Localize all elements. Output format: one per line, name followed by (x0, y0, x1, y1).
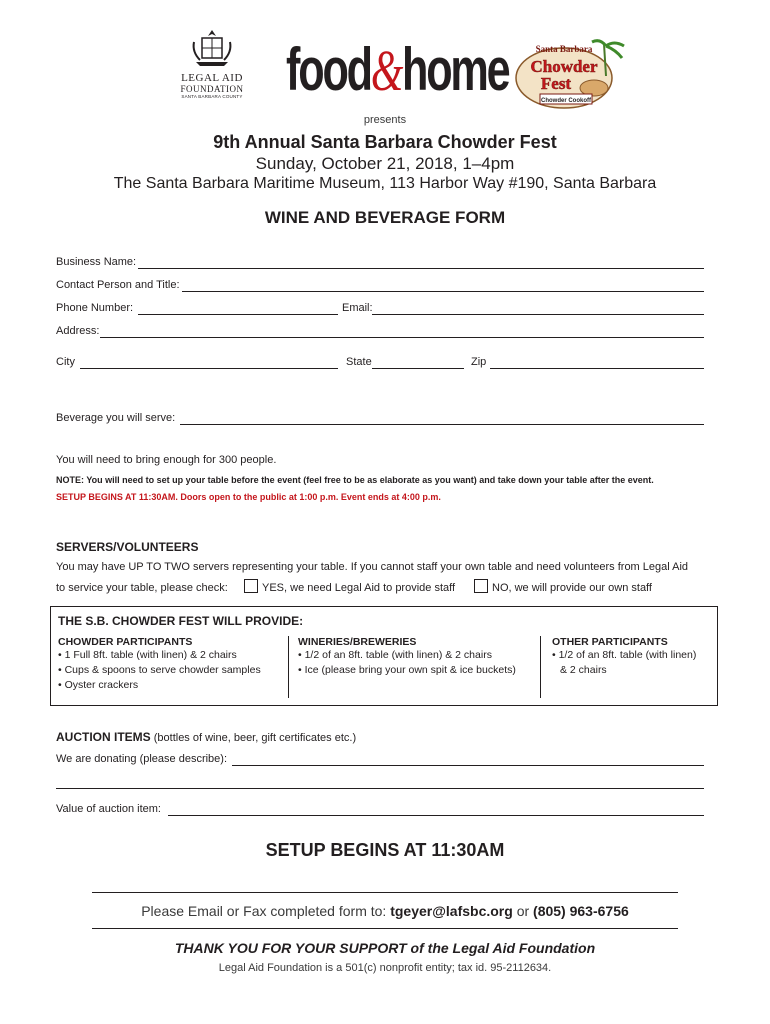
home-word: home (401, 36, 509, 103)
tax-id-text: Legal Aid Foundation is a 501(c) nonprofit entity; tax id. 95-2112634. (218, 962, 552, 974)
zip-label: Zip (471, 356, 487, 368)
city-label: City (56, 356, 75, 368)
provide-col-other (552, 636, 696, 678)
donating-label: We are donating (please describe): (56, 753, 228, 765)
legal-aid-line2: FOUNDATION (180, 84, 244, 94)
no-checkbox[interactable] (474, 579, 488, 593)
auction-value-label: Value of auction item: (56, 803, 161, 815)
business-name-label: Business Name: (56, 256, 137, 268)
crest-icon (190, 28, 234, 68)
setup-note: NOTE: You will need to set up your table before the event (feel free to be as elaborate as you want) and take down your table after the event. (56, 475, 654, 485)
servers-line1: You may have UP TO TWO servers representing your table. If you cannot staff your own table and need volunteers from Legal Aid (56, 561, 689, 573)
provide-heading: THE S.B. CHOWDER FEST WILL PROVIDE: (58, 614, 304, 628)
contact-fax: (805) 963-6756 (533, 903, 629, 919)
provide-divider-1 (288, 636, 289, 698)
event-venue: The Santa Barbara Maritime Museum, 113 Harbor Way #190, Santa Barbara (113, 175, 657, 192)
food-word: food (286, 36, 371, 103)
legal-aid-line1: LEGAL AID (181, 72, 243, 84)
provide-col-title: CHOWDER PARTICIPANTS (58, 636, 193, 648)
state-line[interactable] (372, 368, 464, 369)
state-label: State (346, 356, 372, 368)
auction-heading-note: (bottles of wine, beer, gift certificates etc.) (153, 732, 357, 744)
donating-line-2[interactable] (56, 788, 704, 789)
thanks-text: THANK YOU FOR YOUR SUPPORT of the Legal Aid Foundation (174, 940, 596, 956)
provide-divider-2 (540, 636, 541, 698)
setup-times-note: SETUP BEGINS AT 11:30AM. Doors open to the public at 1:00 p.m. Event ends at 4:00 p.m. (56, 492, 441, 502)
footer-rule-bottom (92, 928, 678, 929)
address-line[interactable] (100, 337, 704, 338)
servers-line2: to service your table, please check: (56, 582, 228, 594)
presents-text: presents (363, 114, 407, 126)
provide-item: • 1/2 of an 8ft. table (with linen) (552, 649, 697, 661)
provide-item: • 1/2 of an 8ft. table (with linen) & 2 chairs (298, 649, 492, 661)
zip-line[interactable] (490, 368, 704, 369)
provide-col-chowder (58, 636, 261, 693)
auction-heading-row (56, 730, 356, 744)
email-label: Email: (342, 302, 373, 314)
no-option-label: NO, we will provide our own staff (492, 582, 652, 594)
email-line[interactable] (372, 314, 704, 315)
food-home-logo (286, 30, 509, 110)
yes-checkbox[interactable] (244, 579, 258, 593)
contact-prefix: Please Email or Fax completed form to: (141, 903, 387, 919)
provide-item: • Ice (please bring your own spit & ice buckets) (298, 664, 516, 676)
phone-label: Phone Number: (56, 302, 134, 314)
event-title: 9th Annual Santa Barbara Chowder Fest (213, 132, 557, 152)
provide-item: • Cups & spoons to serve chowder samples (58, 664, 261, 676)
phone-line[interactable] (138, 314, 338, 315)
people-note: You will need to bring enough for 300 people. (56, 454, 277, 466)
provide-item: • 1 Full 8ft. table (with linen) & 2 chairs (58, 649, 237, 661)
chowder-banner-text: Chowder Cookoff (541, 98, 591, 104)
contact-line (0, 903, 770, 919)
donating-line[interactable] (232, 765, 704, 766)
event-date: Sunday, October 21, 2018, 1–4pm (255, 154, 515, 173)
contact-person-line[interactable] (182, 291, 704, 292)
provide-col-title: WINERIES/BREWERIES (298, 636, 417, 648)
chowder-fest-logo (510, 36, 630, 112)
provide-col-title: OTHER PARTICIPANTS (552, 636, 668, 648)
yes-option-label: YES, we need Legal Aid to provide staff (262, 582, 456, 594)
footer-rule-top (92, 892, 678, 893)
chowder-top-text: Santa Barbara (535, 44, 593, 54)
setup-banner: SETUP BEGINS AT 11:30AM (265, 840, 505, 860)
address-label: Address: (56, 325, 100, 337)
auction-value-line[interactable] (168, 815, 704, 816)
beverage-label: Beverage you will serve: (56, 412, 176, 424)
ampersand: & (370, 38, 402, 103)
provide-col-wineries (298, 636, 516, 678)
provide-item: & 2 chairs (560, 664, 607, 676)
contact-email-link[interactable]: tgeyer@lafsbc.org (390, 903, 513, 919)
auction-heading: AUCTION ITEMS (56, 730, 151, 744)
legal-aid-logo (176, 28, 248, 116)
form-title: WINE AND BEVERAGE FORM (264, 208, 506, 227)
chowder-main1-text: Chowder (530, 57, 598, 76)
business-name-line[interactable] (138, 268, 704, 269)
provide-item: • Oyster crackers (58, 679, 139, 691)
contact-person-label: Contact Person and Title: (56, 279, 180, 291)
chowder-main2-text: Fest (540, 74, 572, 93)
servers-heading: SERVERS/VOLUNTEERS (56, 540, 199, 554)
city-line[interactable] (80, 368, 338, 369)
contact-or: or (516, 903, 530, 919)
beverage-line[interactable] (180, 424, 704, 425)
legal-aid-line3: SANTA BARBARA COUNTY (181, 94, 243, 99)
